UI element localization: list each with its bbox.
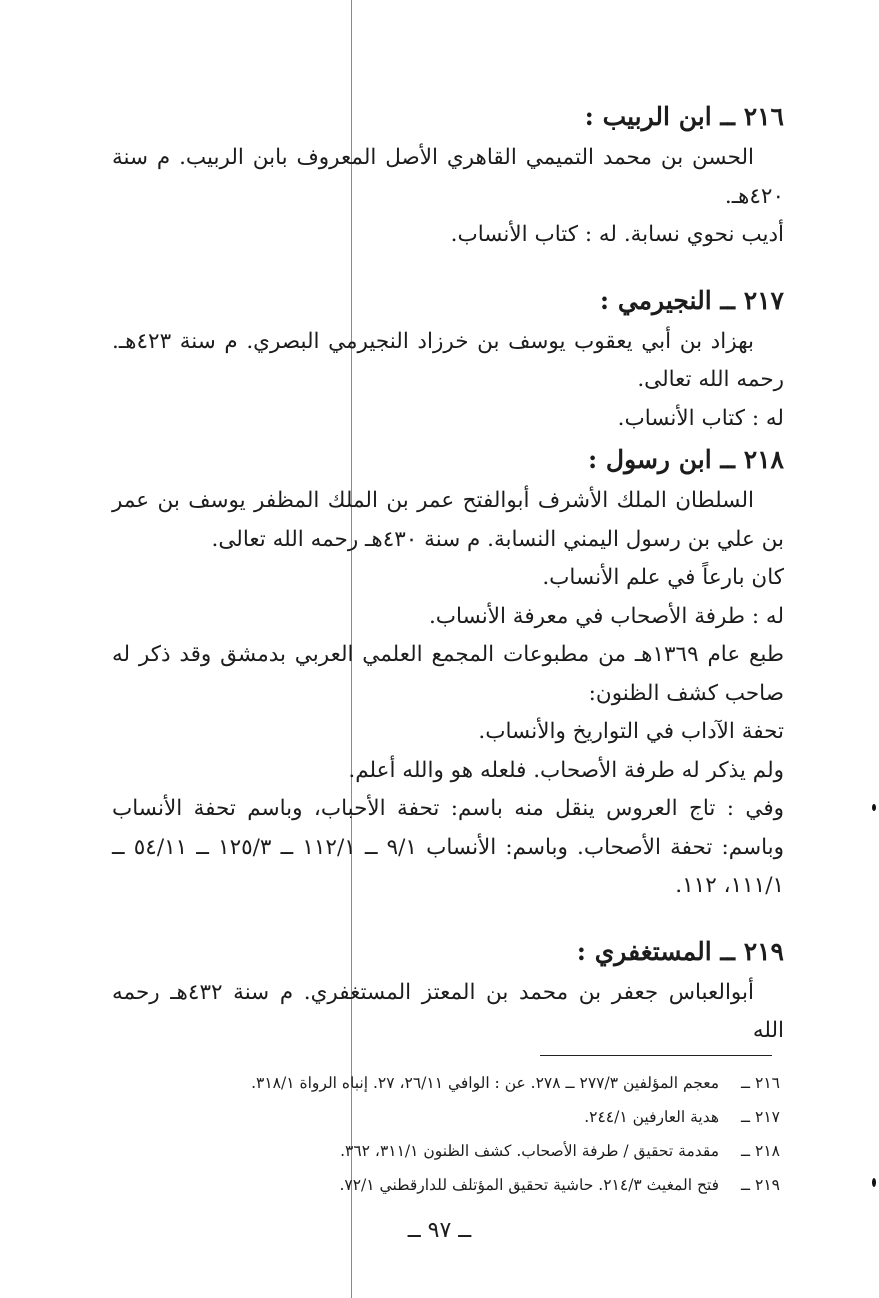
footnote bbox=[130, 1168, 780, 1202]
entry-216 bbox=[112, 95, 784, 255]
entry-paragraph: بهزاد بن أبي يعقوب يوسف بن خرزاد النجيرمي البصري. م سنة ٤٢٣هـ. رحمه الله تعالى. bbox=[112, 328, 784, 392]
footnote-text: معجم المؤلفين ٢٧٧/٣ ــ ٢٧٨. عن : الوافي ٢٦/١١، ٢٧. إنباه الرواة ٣١٨/١. bbox=[251, 1074, 720, 1092]
entry-paragraph: الحسن بن محمد التميمي القاهري الأصل المعروف بابن الربيب. م سنة ٤٢٠هـ. bbox=[112, 145, 784, 209]
scan-speck bbox=[872, 1178, 876, 1187]
entry-219 bbox=[112, 930, 784, 1051]
footnote-text: هدية العارفين ٢٤٤/١. bbox=[584, 1108, 720, 1126]
entry-218 bbox=[112, 438, 784, 906]
entry-paragraph: أبوالعباس جعفر بن محمد بن المعتز المستغفري. م سنة ٤٣٢هـ رحمه الله bbox=[112, 979, 784, 1043]
footnote bbox=[130, 1100, 780, 1134]
entry-paragraph: كان بارعاً في علم الأنساب. bbox=[542, 565, 784, 590]
footnotes bbox=[130, 1066, 780, 1202]
entry-217 bbox=[112, 279, 784, 439]
entry-paragraph: ولم يذكر له طرفة الأصحاب. فلعله هو والله أعلم. bbox=[348, 757, 784, 783]
footnote bbox=[130, 1134, 780, 1168]
entry-paragraph: أديب نحوي نسابة. له : كتاب الأنساب. bbox=[450, 222, 784, 247]
entry-paragraph: طبع عام ١٣٦٩هـ من مطبوعات المجمع العلمي العربي بدمشق وقد ذكر له صاحب كشف الظنون: bbox=[112, 642, 784, 706]
footnote-separator bbox=[540, 1055, 772, 1056]
footnote-number: ٢١٨ ــ bbox=[741, 1142, 780, 1160]
entry-title: ٢١٧ ــ النجيرمي : bbox=[599, 285, 784, 315]
page-body bbox=[112, 95, 784, 1051]
entry-paragraph: له : طرفة الأصحاب في معرفة الأنساب. bbox=[428, 603, 784, 629]
entry-title: ٢١٦ ــ ابن الربيب : bbox=[584, 102, 784, 131]
footnote-number: ٢١٧ ــ bbox=[741, 1108, 780, 1126]
entry-paragraph: وفي : تاج العروس ينقل منه باسم: تحفة الأحباب، وباسم تحفة الأنساب وباسم: تحفة الأصحاب. وباسم: الأنساب ٩/١ ــ ١١٢/١ ــ ١٢٥/٣ ــ ٥٤/١١ ــ ١١١/١، ١١٢. bbox=[112, 796, 785, 898]
entry-title: ٢١٩ ــ المستغفري : bbox=[576, 936, 784, 966]
footnote bbox=[130, 1066, 780, 1100]
footnote-number: ٢١٩ ــ bbox=[741, 1176, 780, 1194]
footnote-number: ٢١٦ ــ bbox=[741, 1074, 780, 1092]
entry-title: ٢١٨ ــ ابن رسول : bbox=[587, 445, 784, 474]
footnote-text: فتح المغيث ٢١٤/٣. حاشية تحقيق المؤتلف للدارقطني ٧٢/١. bbox=[339, 1176, 720, 1194]
entry-paragraph: تحفة الآداب في التواريخ والأنساب. bbox=[478, 719, 784, 744]
footnote-text: مقدمة تحقيق / طرفة الأصحاب. كشف الظنون ٣١١/١، ٣٦٢. bbox=[340, 1142, 720, 1160]
entry-paragraph: له : كتاب الأنساب. bbox=[617, 405, 784, 431]
scan-speck bbox=[872, 804, 876, 811]
entry-paragraph: السلطان الملك الأشرف أبوالفتح عمر بن الملك المظفر يوسف بن عمر بن علي بن رسول اليمني النسابة. م سنة ٤٣٠هـ رحمه الله تعالى. bbox=[112, 488, 784, 552]
page-number: ــ ٩٧ ــ bbox=[407, 1218, 472, 1243]
